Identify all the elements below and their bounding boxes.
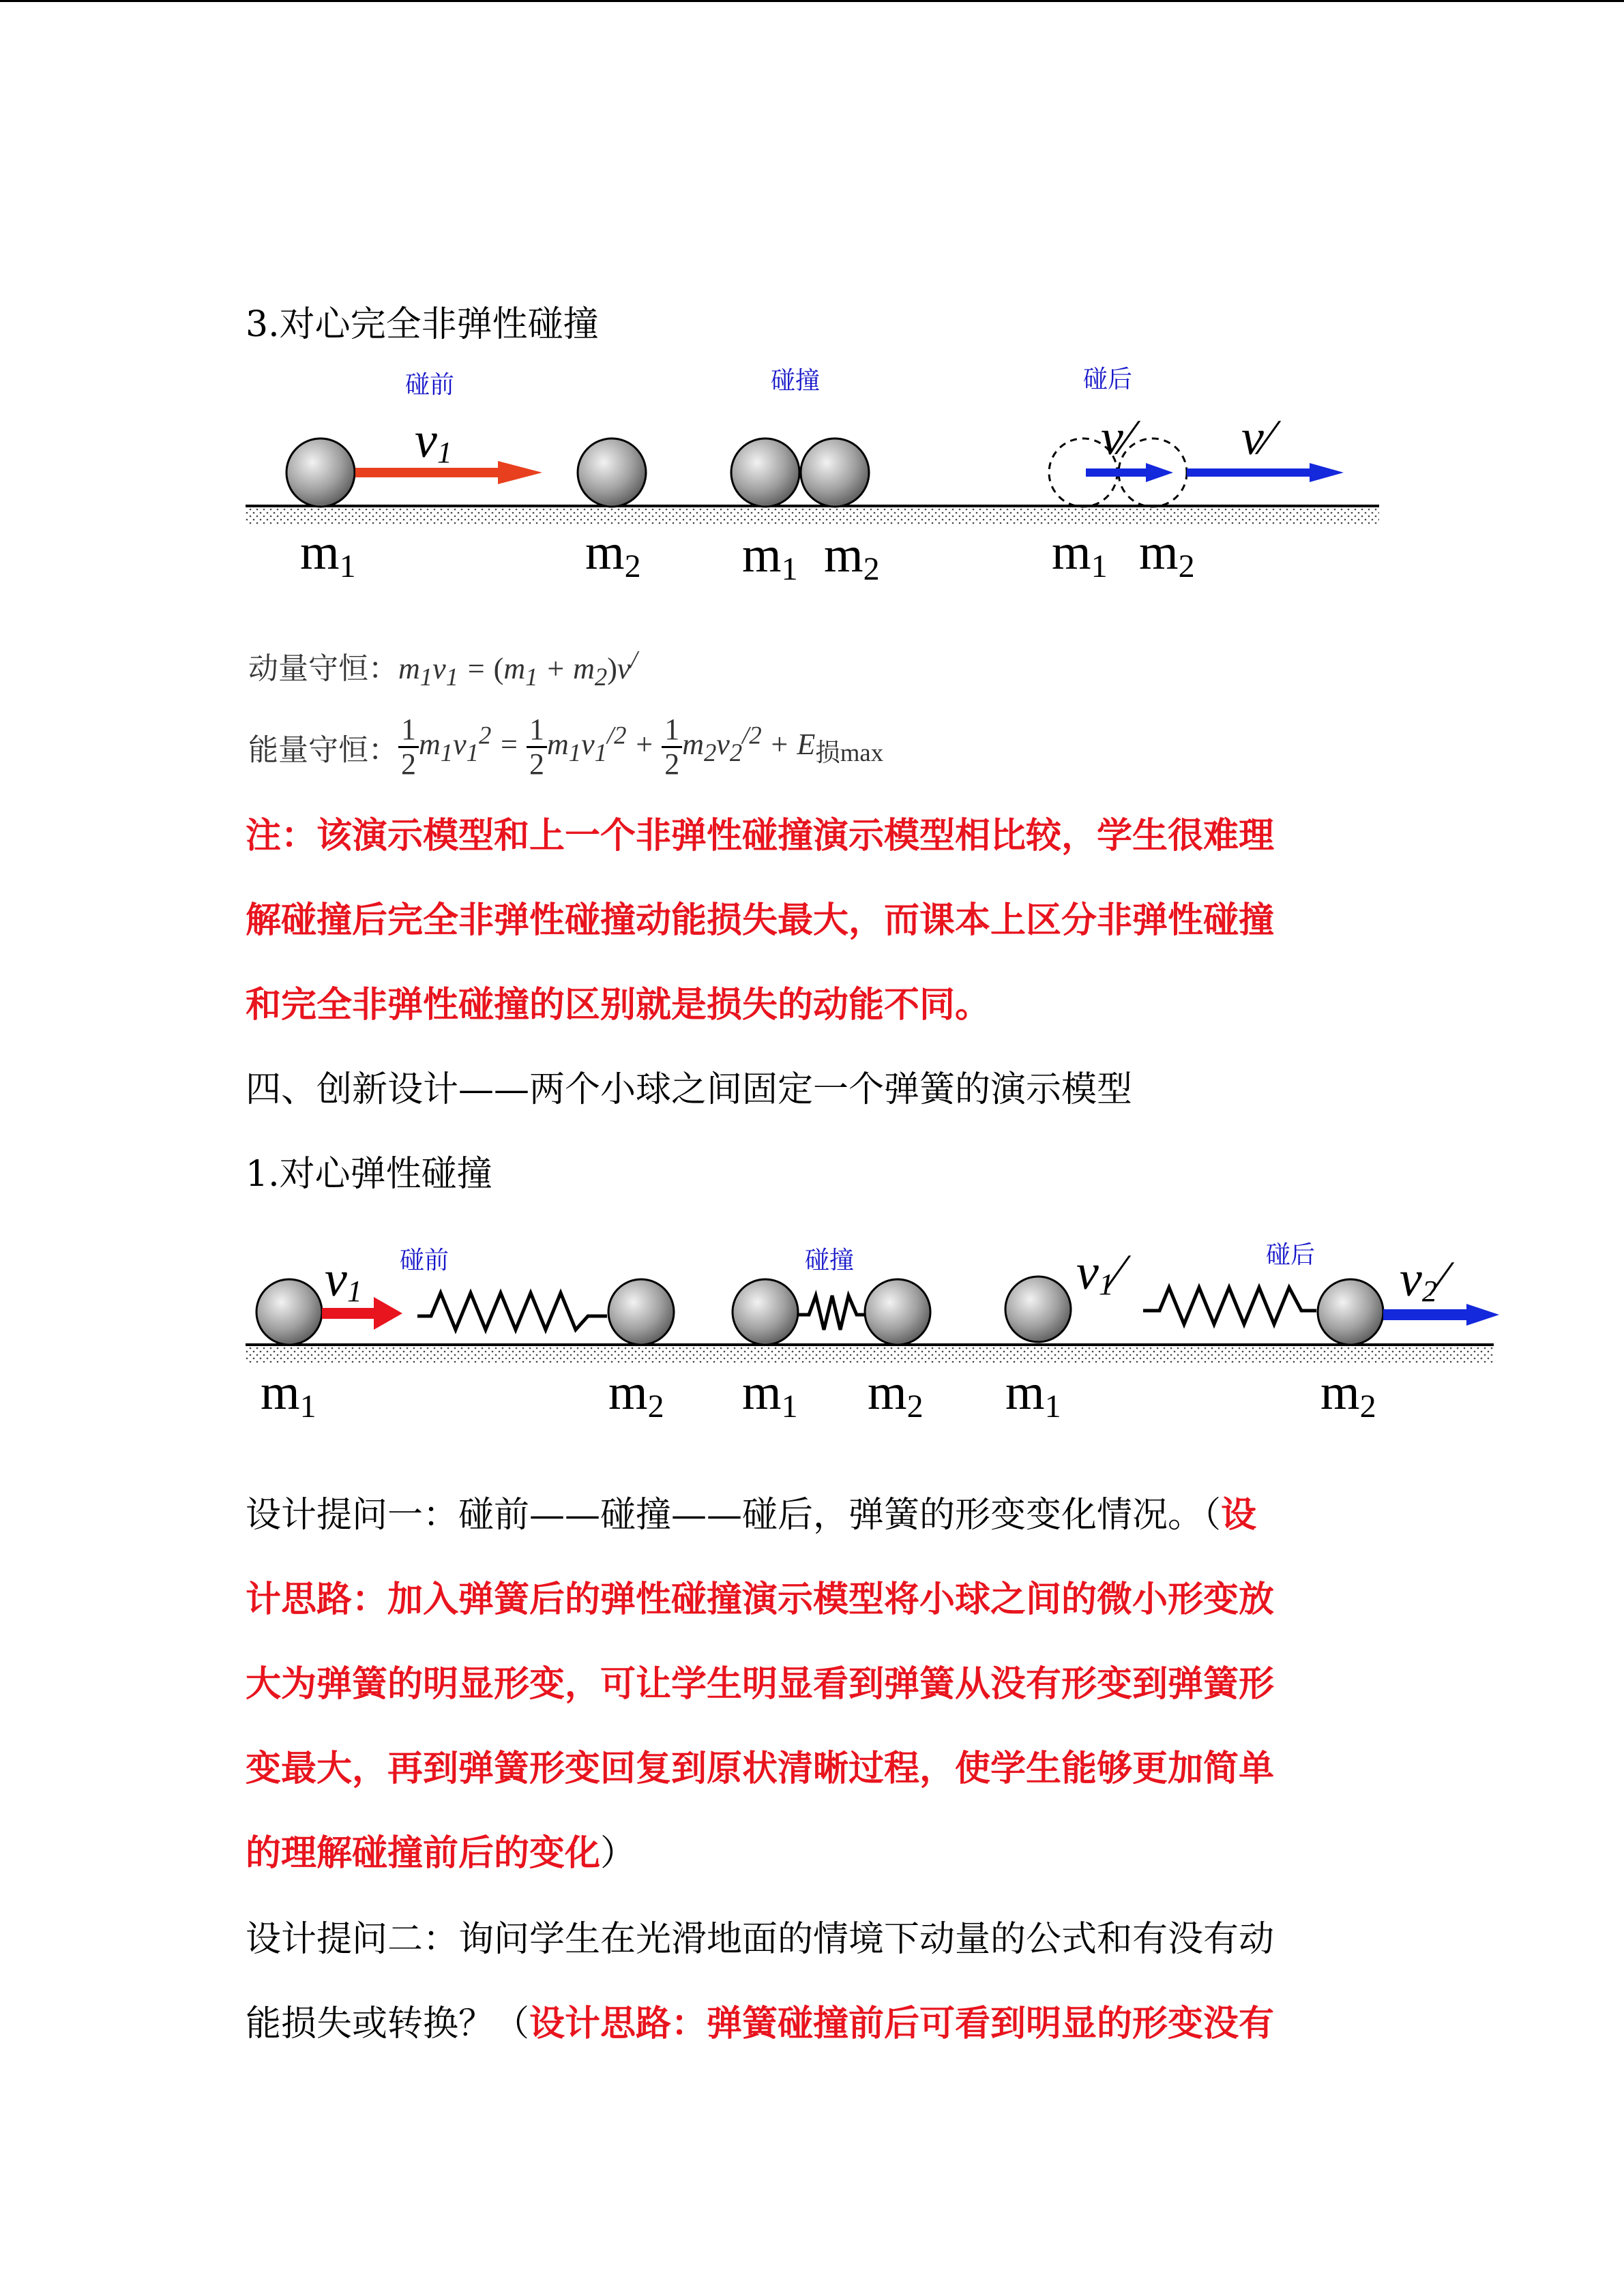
- fig2-velocity-v1prime: $v_1⁄$: [1076, 1244, 1123, 1301]
- fig1-mass-m1-before: $m_1$: [300, 524, 356, 584]
- fig1-mass-m1-after: $m_1$: [1052, 524, 1108, 584]
- fig2-mass-m1-collision: $m_1$: [742, 1365, 798, 1425]
- fig1-mass-m2-collision: $m_2$: [824, 527, 880, 587]
- question1-line-2: 计思路：加入弹簧后的弹性碰撞演示模型将小球之间的微小形变放: [246, 1579, 1275, 1620]
- section4-1-title: 1.对心弹性碰撞: [246, 1154, 492, 1195]
- fig1-label-after: 碰后: [1083, 366, 1133, 393]
- fig1-label-collision: 碰撞: [771, 367, 821, 395]
- ball2-m2-after: [1318, 1279, 1383, 1345]
- fig2-label-after: 碰后: [1266, 1241, 1316, 1269]
- question1-line-4: 变最大，再到弹簧形变回复到原状清晰过程，使学生能够更加简单: [246, 1748, 1275, 1789]
- question2-line-2: 能损失或转换？（设计思路：弹簧碰撞前后可看到明显的形变没有: [246, 2003, 1275, 2044]
- ground2-hatch: [246, 1346, 1494, 1364]
- fig2-mass-m1-after: $m_1$: [1005, 1365, 1061, 1425]
- fig1-label-before: 碰前: [405, 371, 455, 399]
- ball2-m2-before: [608, 1279, 674, 1345]
- question1-line-1: 设计提问一：碰前——碰撞——碰后，弹簧的形变变化情况。（设: [246, 1494, 1257, 1536]
- ground2-line: [246, 1343, 1494, 1346]
- question1-line-5: 的理解碰撞前后的变化）: [246, 1832, 636, 1874]
- fig2-label-before: 碰前: [400, 1247, 449, 1274]
- formula-energy: 能量守恒： $\frac{1}{2}$ $m_1v_1^2$ = $\frac{1}{2}$ $m_1v_1^{/2}$ + $\frac{1}{2}$ $m_2v_2^{/2} + E_{损max}$: [248, 713, 884, 781]
- fig1-velocity-v1: $v_1$: [415, 413, 452, 469]
- fig2-mass-m2-after: $m_2$: [1320, 1365, 1376, 1425]
- question1-line-3: 大为弹簧的明显形变，可让学生明显看到弹簧从没有形变到弹簧形: [246, 1663, 1275, 1705]
- section4-title: 四、创新设计——两个小球之间固定一个弹簧的演示模型: [246, 1069, 1133, 1110]
- fig1-mass-m1-collision: $m_1$: [742, 527, 798, 587]
- fig2-velocity-v2prime: $v_2⁄$: [1400, 1251, 1446, 1308]
- note-line-1: 注：该演示模型和上一个非弹性碰撞演示模型相比较，学生很难理: [246, 815, 1275, 856]
- formula-energy-label: 能量守恒：: [248, 732, 398, 768]
- note-line-2: 解碰撞后完全非弹性碰撞动能损失最大，而课本上区分非弹性碰撞: [246, 899, 1275, 941]
- fig2-label-collision: 碰撞: [805, 1247, 855, 1274]
- spring-after: [1143, 1287, 1316, 1324]
- question2-line-1: 设计提问二：询问学生在光滑地面的情境下动量的公式和有没有动: [246, 1919, 1275, 1960]
- fig1-velocity-vprime-2: v⁄: [1241, 410, 1273, 466]
- section3-title: 3.对心完全非弹性碰撞: [246, 304, 599, 345]
- spring-before: [417, 1293, 607, 1330]
- ball2-m1-after: [1005, 1277, 1071, 1342]
- fig1-mass-m2-before: $m_2$: [585, 524, 641, 584]
- spring-compressed: [798, 1296, 865, 1330]
- fig2-mass-m1-before: $m_1$: [261, 1365, 316, 1425]
- ball2-m2-collision: [865, 1279, 930, 1345]
- fig1-mass-m2-after: $m_2$: [1139, 524, 1195, 584]
- note-line-3: 和完全非弹性碰撞的区别就是损失的动能不同。: [246, 984, 991, 1026]
- ball2-m1-before: [256, 1279, 322, 1345]
- fig2-mass-m2-before: $m_2$: [608, 1365, 664, 1425]
- formula-momentum: 动量守恒：$m_1v_1 = (m_1 + m_2)v^/$: [248, 645, 638, 691]
- fig2-mass-m2-collision: $m_2$: [868, 1365, 924, 1425]
- ball2-m1-collision: [733, 1279, 798, 1345]
- fig2-velocity-v1: $v_1$: [325, 1251, 362, 1308]
- formula-momentum-label: 动量守恒：: [248, 651, 398, 686]
- fig1-velocity-vprime-1: v⁄: [1101, 410, 1132, 466]
